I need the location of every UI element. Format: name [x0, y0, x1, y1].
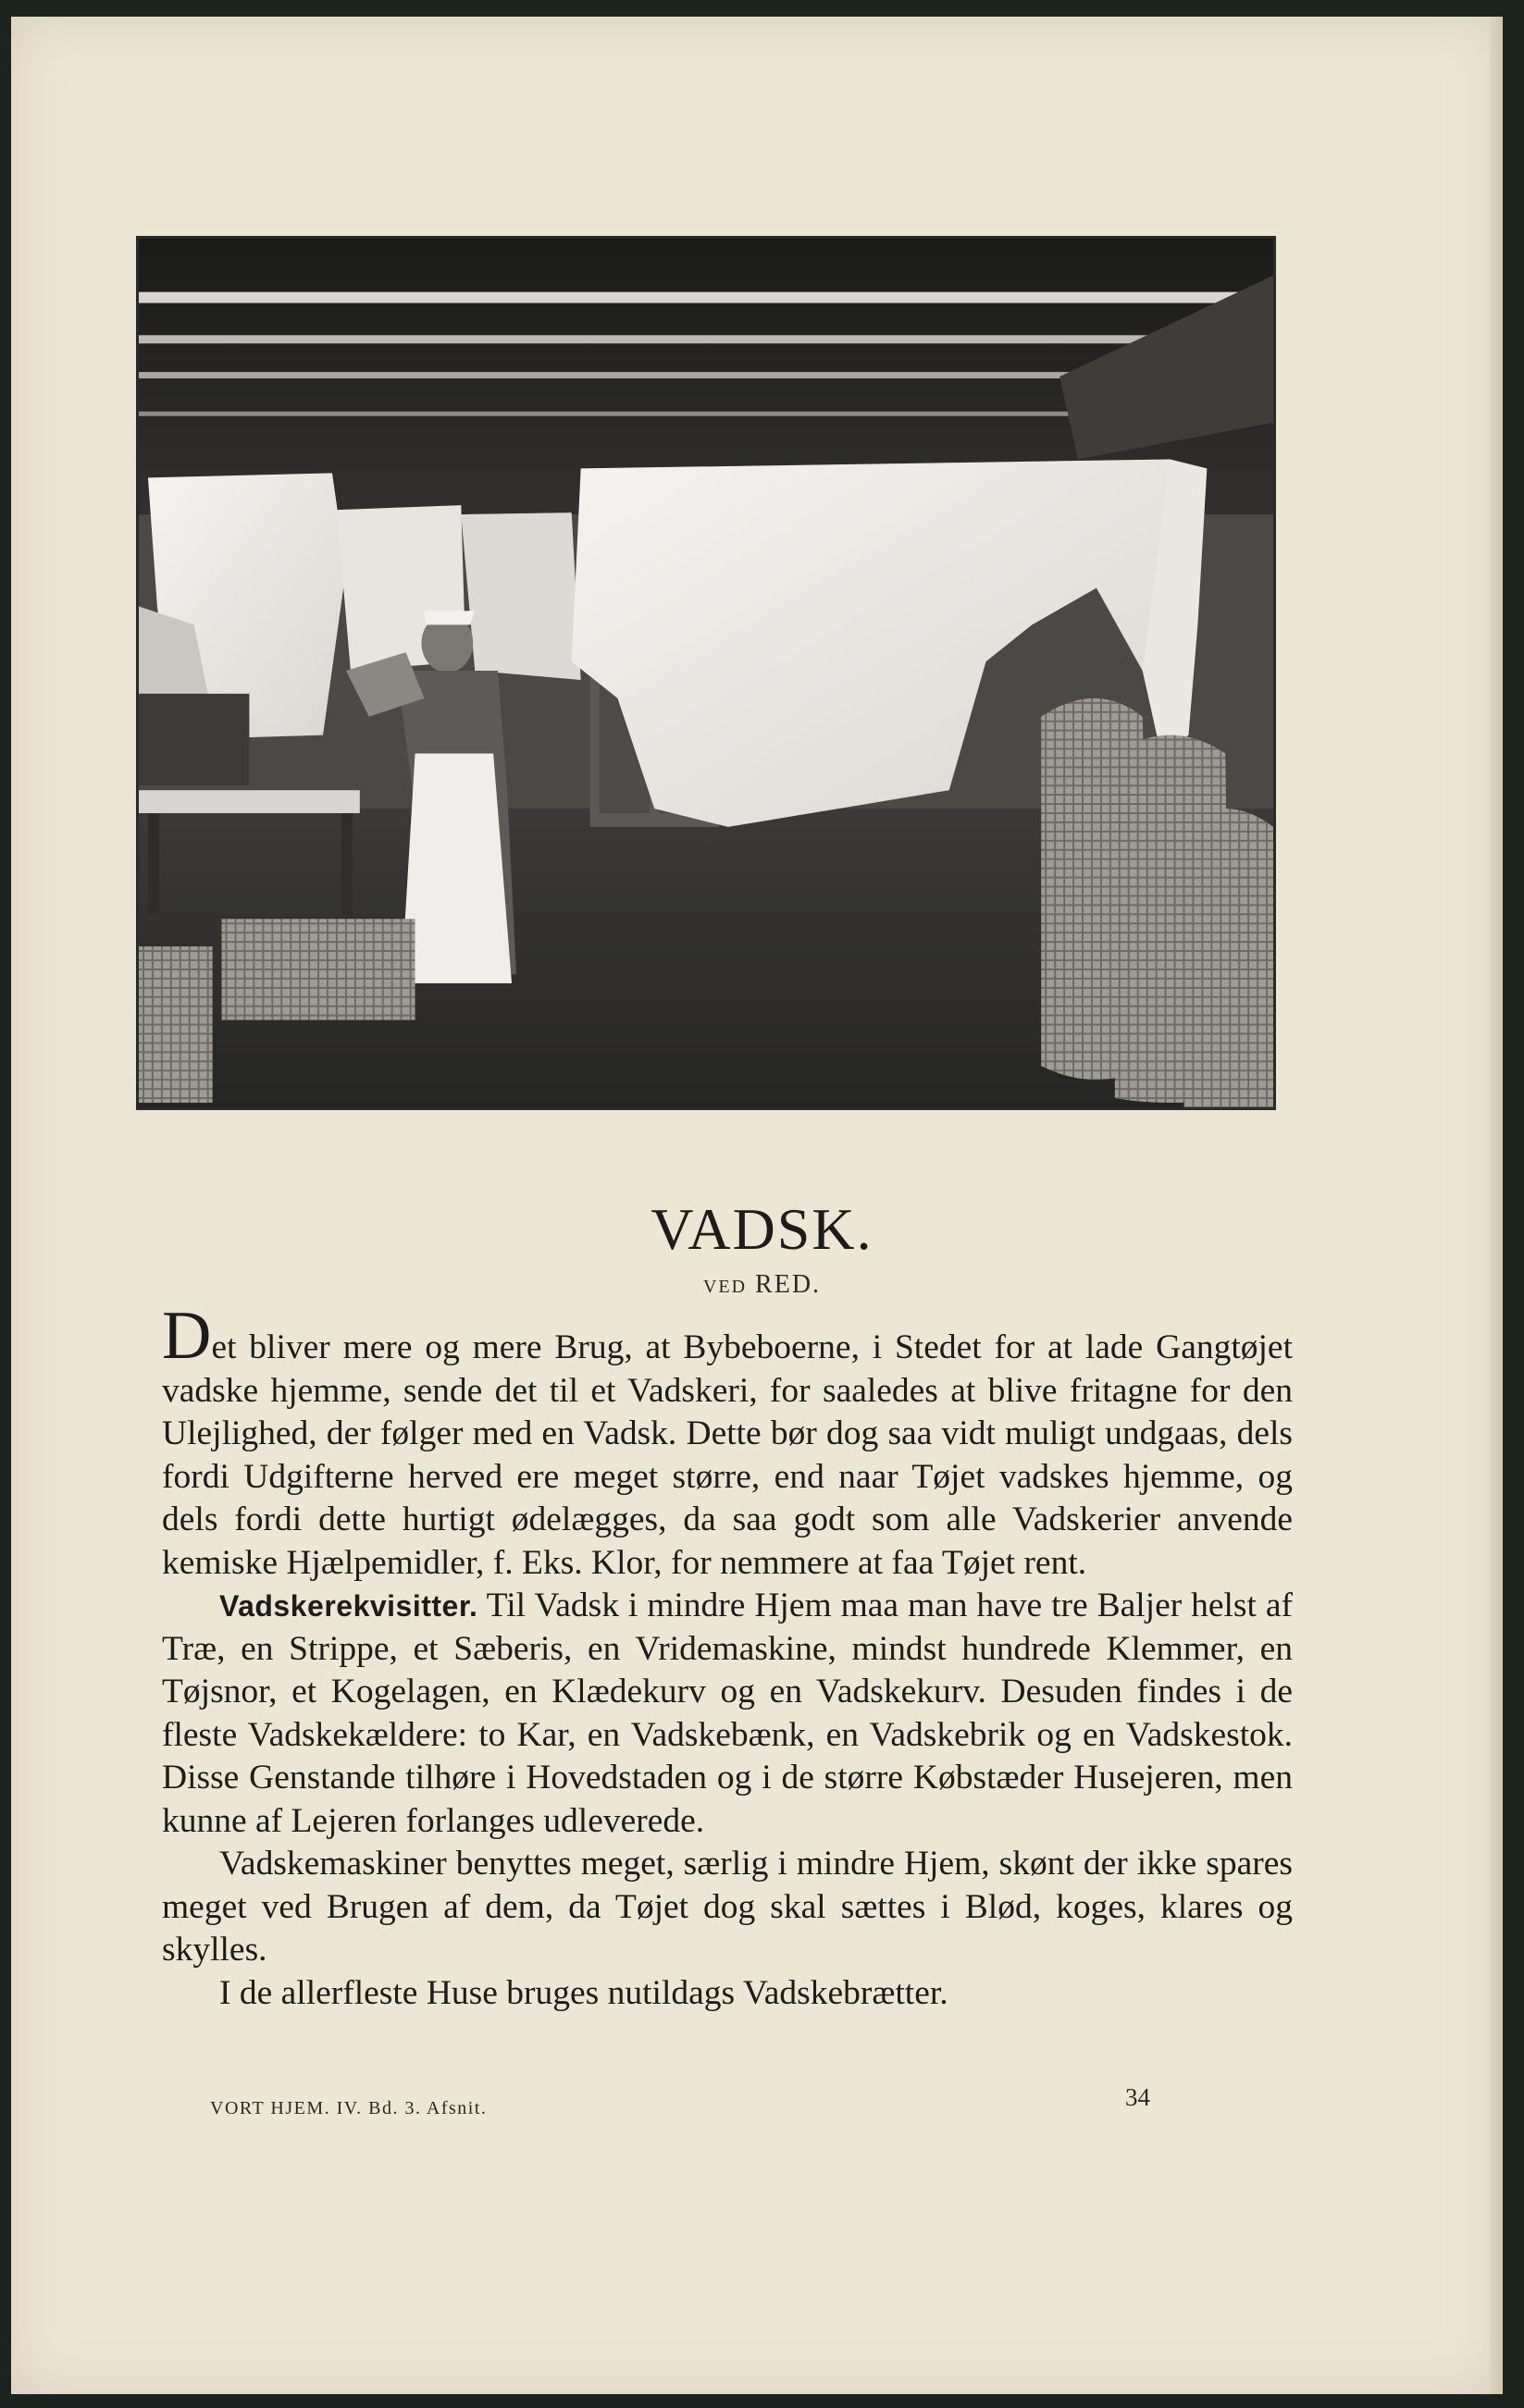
drop-cap: D [162, 1298, 212, 1374]
byline-prefix: VED [702, 1277, 748, 1297]
printer-signature: VORT HJEM. IV. Bd. 3. Afsnit. [210, 2098, 488, 2118]
book-page [11, 17, 1503, 2394]
photograph-laundry-room-icon [139, 239, 1273, 1107]
byline [11, 1270, 1503, 1300]
paragraph-intro [162, 1298, 1293, 1585]
paragraph-washboards: I de allerfleste Huse bruges nutildags Vadskebrætter. [219, 1973, 948, 2012]
article-body [162, 1298, 1293, 2015]
byline-name: RED. [755, 1270, 822, 1299]
section-heading-requisites: Vadskerekvisitter. [219, 1589, 478, 1623]
article-title: VADSK. [650, 1196, 874, 1262]
paragraph-requisites [162, 1585, 1293, 1843]
laundry-photograph [136, 236, 1276, 1110]
paragraph-intro-text: et bliver mere og mere Brug, at Bybeboerne, i Stedet for at lade Gangtøjet vadske hjemme, sende det til et Vadskeri, for saaledes at blive fritagne for den Ulejlighed, der følger med en Vadsk. Dette bør dog saa vidt muligt undgaas, dels fordi Udgifterne herved ere meget større, end naar Tøjet vadskes hjemme, og dels fordi dette hurtigt ødelægges, da saa godt som alle Vadskerier anvende kemiske Hjælpemidler, f. Eks. Klor, for nemmere at faa Tøjet rent. [162, 1328, 1293, 1582]
page-number: 34 [1125, 2083, 1150, 2111]
paragraph-requisites-text: Til Vadsk i mindre Hjem maa man have tre Baljer helst af Træ, en Strippe, et Sæberis, en Vridemaskine, mindst hundrede Klemmer, en Tøjsnor, et Kogelagen, en Klædekurv og en Vadskekurv. Desuden findes i de fleste Vadskekældere: to Kar, en Vadskebænk, en Vadskebrik og en Vadskestok. Disse Genstande tilhøre i Hovedstaden og i de større Købstæder Husejeren, men kunne af Lejeren forlanges udleverede. [162, 1587, 1293, 1840]
paragraph-machines: Vadskemaskiner benyttes meget, særlig i mindre Hjem, skønt der ikke spares meget ved Brugen af dem, da Tøjet dog skal sættes i Blød, koges, klares og skylles. [162, 1845, 1293, 1969]
